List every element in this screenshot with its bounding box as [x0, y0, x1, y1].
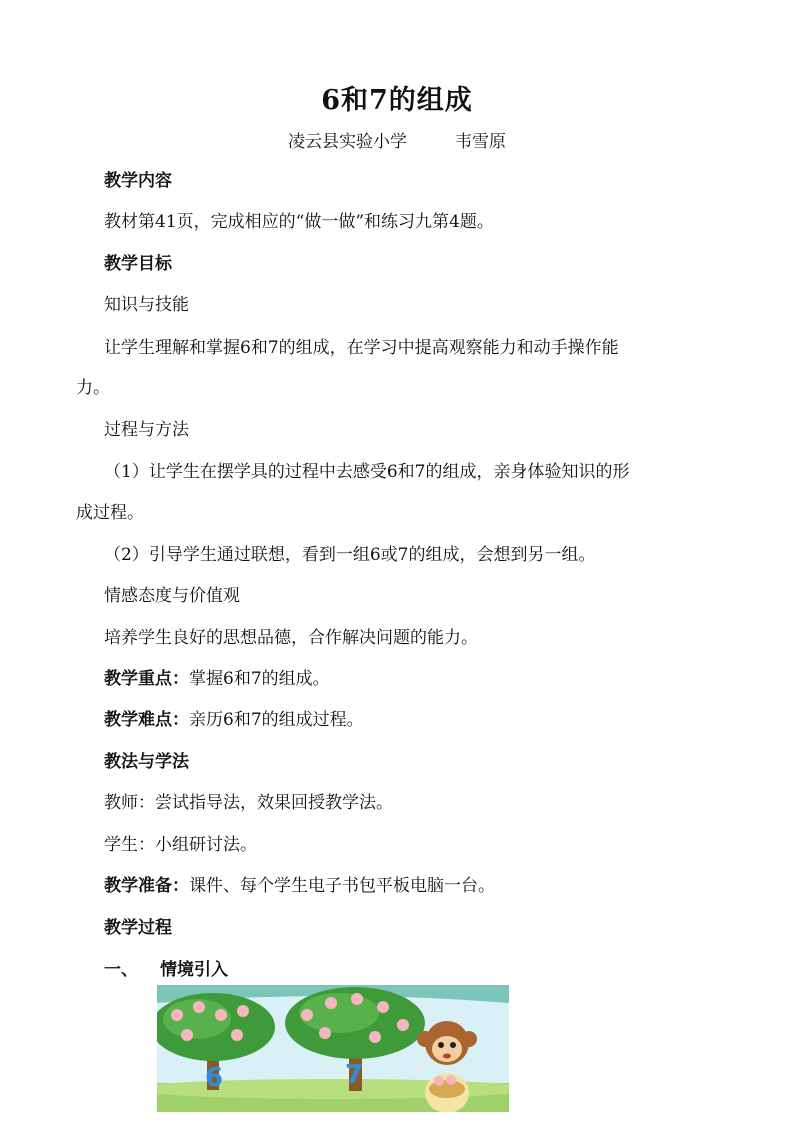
heading-content: 教学内容: [104, 171, 172, 191]
basket-peach: [434, 1076, 444, 1086]
monkey-mouth: [443, 1054, 451, 1059]
teacher-method: 教师：尝试指导法，效果回授教学法。: [104, 793, 393, 813]
key-point: [104, 668, 330, 690]
author-name: 韦雪原: [455, 132, 506, 152]
school-name: 凌云县实验小学: [288, 132, 407, 152]
process-item1-line2: 成过程。: [76, 503, 144, 523]
heading-process: 过程与方法: [104, 420, 189, 440]
heading-goals: 教学目标: [104, 254, 172, 274]
document-title: 6和7的组成: [321, 85, 473, 116]
emotion-text: 培养学生良好的思想品德，合作解决问题的能力。: [104, 628, 478, 648]
author-line: [0, 127, 794, 152]
preparation-text: 课件、每个学生电子书包平板电脑一台。: [189, 876, 495, 896]
heading-knowledge: 知识与技能: [104, 295, 189, 315]
peach: [193, 1001, 205, 1013]
peach: [369, 1031, 381, 1043]
preparation-label: 教学准备：: [104, 876, 189, 896]
step1-number: 一、: [104, 960, 138, 980]
peach: [301, 1009, 313, 1021]
tree-label-7: 7: [345, 1060, 364, 1090]
peach: [319, 1027, 331, 1039]
peach: [181, 1029, 193, 1041]
peach: [325, 997, 337, 1009]
difficulty-text: 亲历6和7的组成过程。: [189, 710, 364, 730]
peach: [351, 993, 363, 1005]
peach: [237, 1005, 249, 1017]
step1-heading: [104, 959, 228, 981]
monkey-eye-left: [438, 1042, 444, 1048]
difficulty-label: 教学难点：: [104, 710, 189, 730]
difficulty-point: [104, 709, 364, 731]
process-item2: （2）引导学生通过联想，看到一组6或7的组成，会想到另一组。: [104, 545, 596, 565]
monkey-ear-left: [417, 1031, 433, 1047]
orchard-illustration: [157, 985, 509, 1112]
peach: [215, 1009, 227, 1021]
process-item1-line1: （1）让学生在摆学具的过程中去感受6和7的组成，亲身体验知识的形: [104, 462, 630, 482]
orchard-scene: [157, 985, 509, 1112]
peach: [171, 1009, 183, 1021]
key-point-label: 教学重点：: [104, 669, 189, 689]
student-method: 学生：小组研讨法。: [104, 835, 257, 855]
knowledge-text-line1: 让学生理解和掌握6和7的组成，在学习中提高观察能力和动手操作能: [104, 338, 619, 358]
knowledge-text-line2: 力。: [76, 378, 110, 398]
peach: [397, 1019, 409, 1031]
heading-procedure: 教学过程: [104, 918, 172, 938]
preparation: [104, 875, 495, 897]
key-point-text: 掌握6和7的组成。: [189, 669, 330, 689]
heading-emotion: 情感态度与价值观: [104, 586, 240, 606]
basket-peach: [446, 1075, 456, 1085]
step1-title: 情境引入: [160, 960, 228, 980]
monkey-eye-right: [450, 1042, 456, 1048]
tree-label-6: 6: [205, 1063, 224, 1093]
peach: [377, 1001, 389, 1013]
monkey-ear-right: [461, 1031, 477, 1047]
heading-methods: 教法与学法: [104, 752, 189, 772]
peach: [231, 1029, 243, 1041]
content-text: 教材第41页，完成相应的“做一做”和练习九第4题。: [104, 212, 494, 232]
